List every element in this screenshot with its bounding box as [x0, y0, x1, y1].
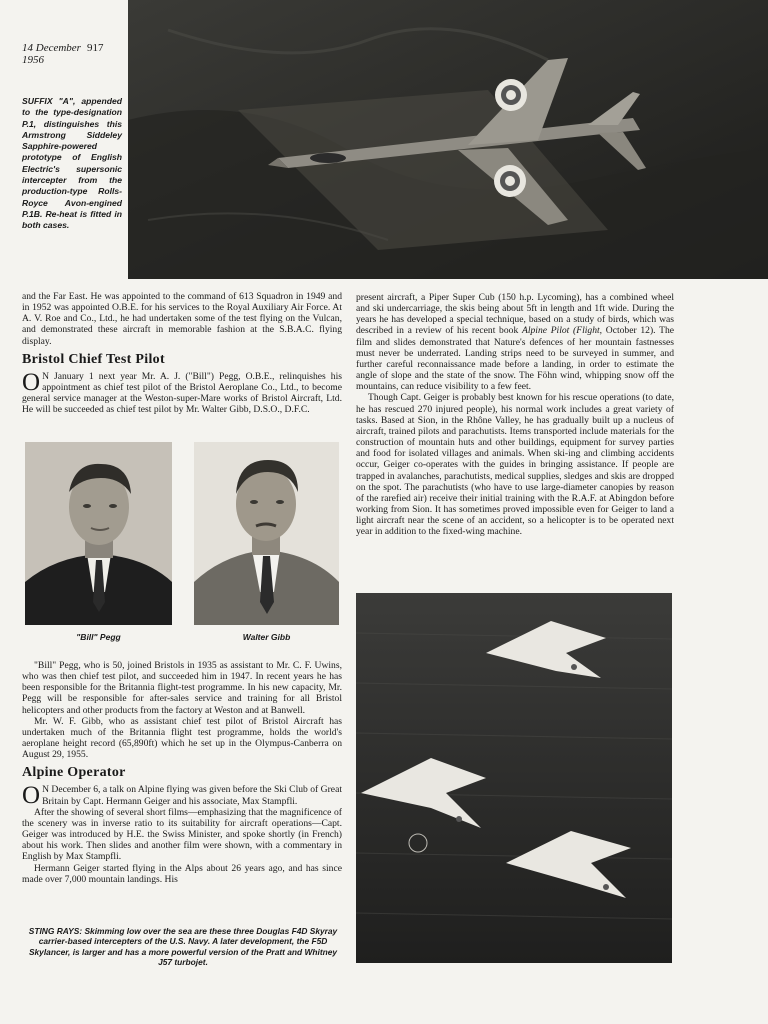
geiger-paragraph-1: present aircraft, a Piper Super Cub (150 h.p. Lycoming), has a combined wheel and ski undercarriage, the skis being about 5ft in length and 1ft wide. During the years he has developed a special technique, based on a study of birds, which was described in a review of his recent book Alpine Pilot (Flight, October 12). The film and slides demonstrated that Nature's defences of her mountain fastnesses must never be underrated. Landing strips need to be surveyed in summer, and further careful reconnaissance made before a landing, in order to estimate the angle of slope and the state of the snow. The Föhn wind, whipping snow off the mountains, can reduce visibility to a few feet. — [356, 292, 675, 393]
walter-gibb-portrait — [194, 442, 339, 625]
dateline — [22, 42, 103, 66]
page-number: 917 — [86, 42, 104, 54]
left-column-top — [22, 291, 342, 415]
p1-photo-caption: SUFFIX "A", appended to the type-designation P.1, distinguishes this Armstrong Siddeley Sapphire-powered prototype of English Electric's supersonic intercepter from the production-type Rolls-Royce Avon-engined P.1B. Re-heat is fitted in both cases. — [22, 96, 122, 231]
intro-paragraph: and the Far East. He was appointed to the command of 613 Squadron in 1949 and in 1952 was appointed O.B.E. for his services to the Royal Auxiliary Air Force. At A. V. Roe and Co., Ltd., he had undertaken some of the test flying on the Vulcan, and demonstrated these aircraft in memorable fashion at the S.B.A.C. flying display. — [22, 291, 342, 347]
bristol-paragraph-1 — [22, 368, 342, 416]
dropcap-bristol: O — [22, 368, 41, 396]
right-column — [356, 292, 674, 537]
left-column-bottom — [22, 660, 342, 885]
bristol-paragraph-3: Mr. W. F. Gibb, who as assistant chief test pilot of Bristol Aircraft has undertaken much of the Britannia flight test programme, holds the world's aeroplane height record (65,890ft) which he set up in the Olympus-Canberra on August 29, 1955. — [22, 715, 342, 761]
alpine-paragraph-2: After the showing of several short films—emphasizing that the magnificence of the scenery was in inverse ratio to its suitability for aircraft operations—Capt. Geiger was introduced by H.E. the Swiss Minister, and spoke shortly (in French) about his work. Then slides and another film were shown, with a commentary in English by Max Stampfli. — [22, 806, 342, 863]
issue-date: 14 December — [22, 42, 81, 54]
alpine-paragraph-3: Hermann Geiger started flying in the Alps about 26 years ago, and has since made over 7,000 mountain landings. His — [22, 862, 342, 885]
alpine-paragraph-1: O N December 6, a talk on Alpine flying was given before the Ski Club of Great Britain by Capt. Hermann Geiger and his associate, Max Stampfli. — [22, 782, 342, 810]
geiger-paragraph-2: Though Capt. Geiger is probably best known for his rescue operations (to date, he has rescued 270 injured people), his normal work includes a great variety of tasks. Based at Sion, in the Rhône Valley, he has gradually built up a nucleus of aircraft, trained pilots and parachutists. Items transported include materials for the construction of mountain huts and other buildings, equipment for survey parties and food for isolated villages and animals. When ski-ing and climbing accidents occur, Geiger co-operates with the guides in bringing assistance. If people are trapped in avalanches, parachutists, medical supplies, sledges and skis are dropped on the spot. The parachutists (who have to use large-diameter canopies by reason of the rarefied air) receive their initial training with the R.A.F. at Abingdon before working from Sion. It has sometimes proved impossible even for Geiger to land a light aircraft near the scene of an accident, so a helicopter is to be operated next year in addition to the fixed-wing machine. — [356, 392, 674, 538]
issue-year: 1956 — [22, 54, 44, 66]
dropcap-alpine: O — [22, 782, 41, 810]
sting-rays-caption: STING RAYS: Skimming low over the sea are these three Douglas F4D Skyray carrier-based intercepters of the U.S. Navy. A later development, the F5D Skylancer, is larger and has a more powerful version of the Pratt and Whitney J57 turbojet. — [28, 926, 338, 968]
aircraft-photo-icon — [128, 0, 768, 279]
heading-alpine: Alpine Operator — [22, 765, 126, 781]
skyray-aircraft-photo — [356, 593, 672, 963]
bristol-paragraph-2: "Bill" Pegg, who is 50, joined Bristols in 1935 as assistant to Mr. C. F. Uwins, who was then chief test pilot, and succeeded him in 1947. In recent years he has been responsible for the Britannia flight-test programme. In his new capacity, Mr. Pegg will be responsible for after-sales service and training for all Bristol helicopters and other products from the factory at Weston and at Banwell. — [22, 660, 342, 716]
bristol-paragraph-1-text: N January 1 next year Mr. A. J. ("Bill") Pegg, O.B.E., relinquishes his appointment as chief test pilot of the Bristol Aeroplane Co., Ltd., to become general service manager at the Weston-super-Mare works of Bristol Aircraft, Ltd. He will be succeeded as chief test pilot by Mr. Walter Gibb, D.S.O., D.F.C. — [22, 370, 342, 416]
person-photo-icon — [194, 442, 339, 625]
heading-bristol: Bristol Chief Test Pilot — [22, 351, 165, 367]
bill-pegg-portrait — [25, 442, 172, 625]
person-photo-icon — [25, 442, 172, 625]
aircraft-photo-icon — [356, 593, 672, 963]
p1a-aircraft-photo — [128, 0, 768, 279]
caption-gibb: Walter Gibb — [242, 632, 291, 642]
caption-pegg: "Bill" Pegg — [76, 632, 121, 642]
book-title: Alpine Pilot (Flight, — [521, 325, 603, 337]
